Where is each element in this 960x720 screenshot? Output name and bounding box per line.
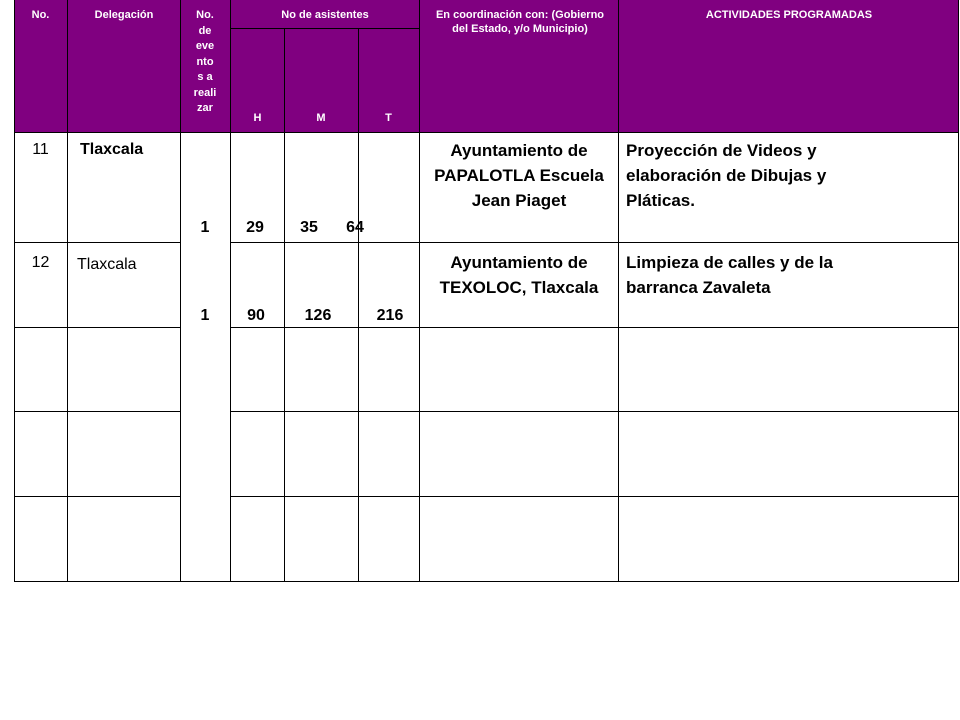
grid-line (230, 496, 959, 497)
header-delegacion: Delegación (94, 9, 154, 21)
grid-line (230, 28, 419, 29)
row-delegacion: Tlaxcala (80, 141, 144, 158)
grid-line (14, 496, 180, 497)
grid-line (230, 411, 959, 412)
row-h: 90 (247, 307, 265, 324)
row-eventos: 1 (200, 219, 210, 236)
header-eventos: No. de eve nto s a reali zar (193, 9, 217, 114)
row-eventos: 1 (200, 307, 210, 324)
row-h: 29 (246, 219, 264, 236)
grid-line (230, 327, 959, 328)
header-t: T (385, 112, 392, 124)
row-coordinacion: Ayuntamiento de TEXOLOC, Tlaxcala (439, 253, 599, 297)
header-h: H (253, 112, 262, 124)
row-no: 12 (31, 254, 50, 271)
grid-line (14, 411, 180, 412)
row-t: 64 (346, 219, 364, 236)
header-actividades: ACTIVIDADES PROGRAMADAS (705, 9, 873, 21)
row-t: 216 (376, 307, 404, 324)
grid-line (14, 327, 180, 328)
header-m: M (316, 112, 326, 124)
row-actividades: Limpieza de calles y de la barranca Zavaleta (626, 253, 833, 297)
row-delegacion: Tlaxcala (77, 256, 137, 273)
row-actividades: Proyección de Videos y elaboración de Dibujas y Pláticas. (626, 141, 827, 210)
grid-line (958, 0, 959, 582)
row-no: 11 (32, 141, 49, 158)
header-coordinacion: En coordinación con: (Gobierno del Estado, y/o Municipio) (435, 9, 605, 35)
row-coordinacion: Ayuntamiento de PAPALOTLA Escuela Jean Piaget (434, 141, 604, 210)
row-m: 35 (300, 219, 318, 236)
header-no: No. (31, 9, 50, 21)
grid-line (14, 581, 959, 582)
row-m: 126 (304, 307, 332, 324)
header-asistentes: No de asistentes (281, 9, 369, 21)
